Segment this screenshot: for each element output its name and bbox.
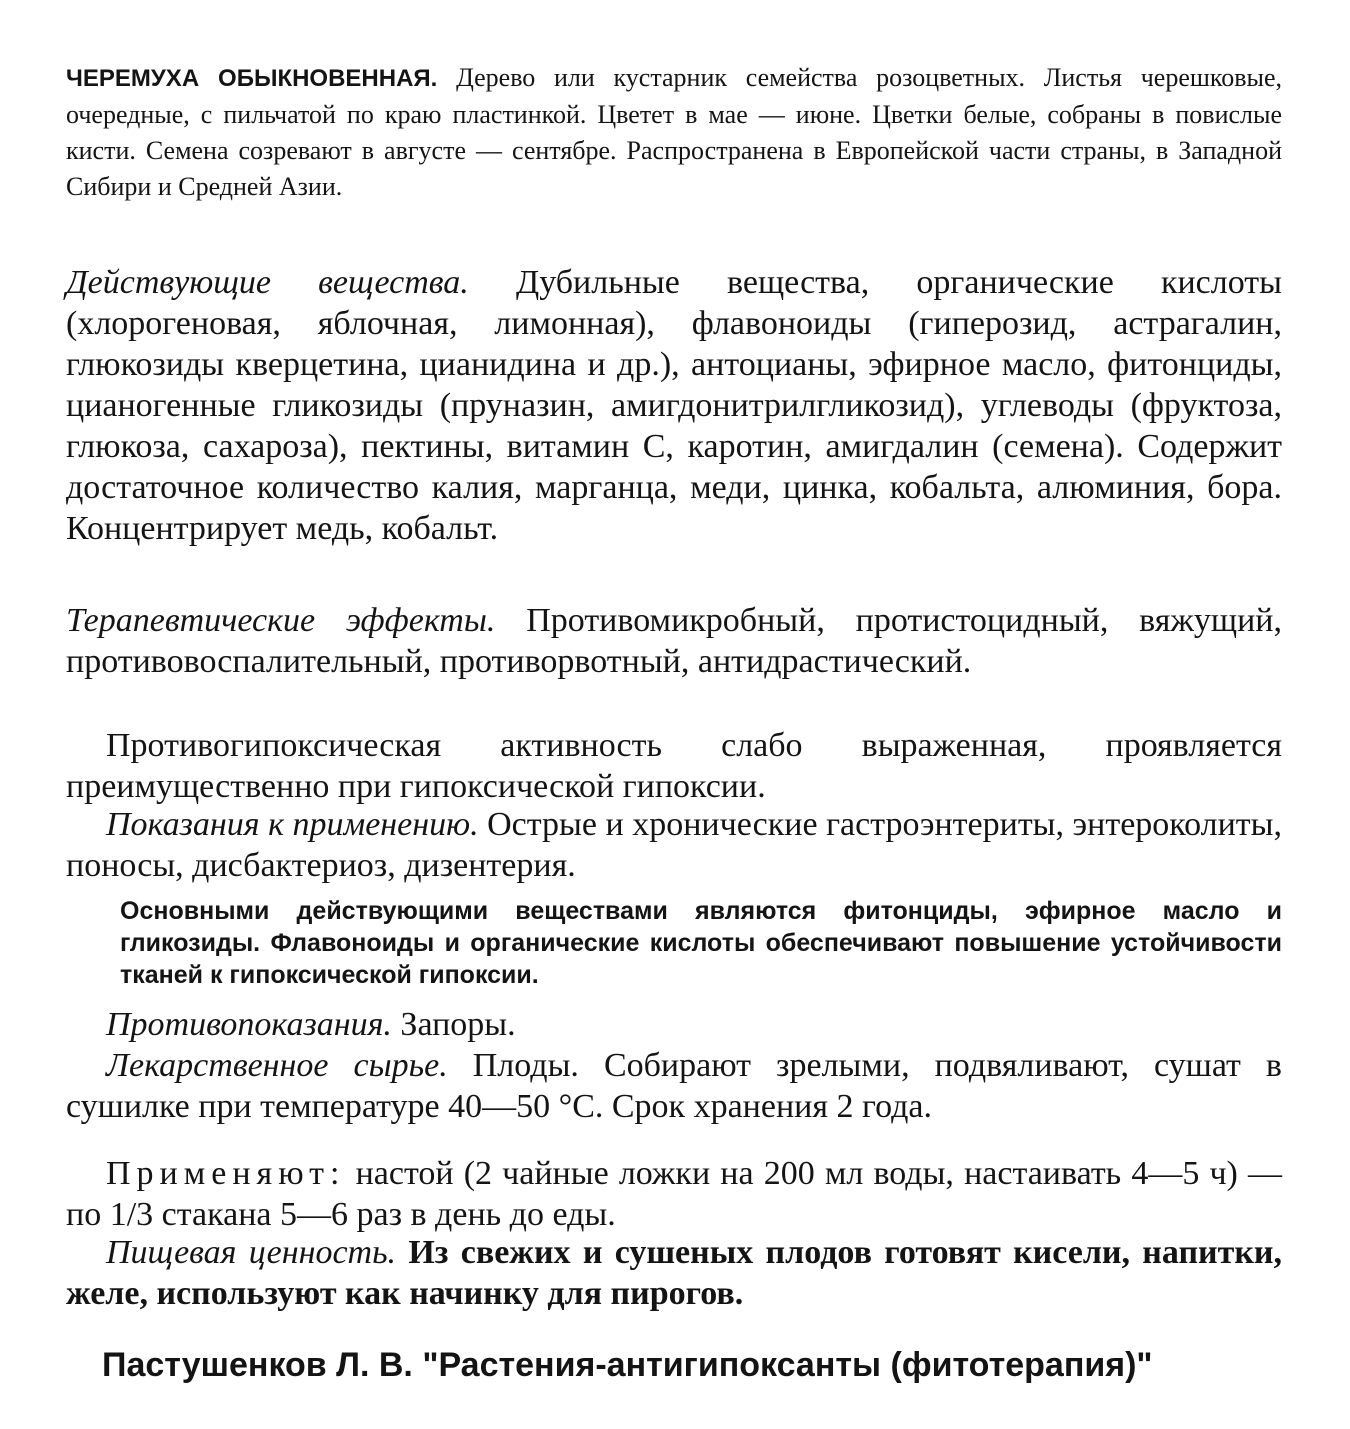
contraindications-label: Противопоказания. [106, 1006, 392, 1043]
active-substances-section [66, 262, 1282, 549]
contraindications-section [66, 1004, 1282, 1045]
active-substances-text: Дубильные вещества, органические кислоты (хлорогеновая, яблочная, лимонная), флавоноиды (гиперозид, астрагалин, глюкозиды кверцетина, цианидина и др.), антоцианы, эфирное масло, фитонциды, цианогенные гликозиды (прунaзин, амигдонитрилгликозид), углеводы (фруктоза, глюкоза, сахароза), пектины, витамин С, каротин, амигдалин (семена). Содержит достаточное количество калия, марганца, меди, цинка, кобальта, алюминия, бора. Концентрирует медь, кобальт. [66, 264, 1282, 547]
plant-heading: ЧЕРЕМУХА ОБЫКНОВЕННАЯ. [66, 65, 438, 92]
therapeutic-effects-text: Противомикробный, протистоцидный, вяжущий, противовоспалительный, противорвотный, антидрастический. [66, 602, 1282, 680]
raw-material-text: Плоды. Собирают зрелыми, подвяливают, сушат в сушилке при температуре 40—50 °С. Срок хранения 2 года. [66, 1047, 1282, 1125]
usage-label: Применяют: [106, 1155, 346, 1192]
usage-section [66, 1153, 1282, 1235]
raw-material-section [66, 1045, 1282, 1127]
source-citation [102, 1343, 1302, 1387]
plant-description [66, 60, 1282, 205]
plant-description-text: Дерево или кустарник семейства розоцветных. Листья черешковые, очередные, с пильчатой по краю пластинкой. Цветет в мае — июне. Цветки белые, собраны в повислые кисти. Семена созревают в августе — сентябре. Распространена в Европейской части страны, в Западной Сибири и Средней Азии. [66, 63, 1282, 201]
source-citation-text: Пастушенков Л. В. "Растения-антигипоксанты (фитотерапия)" [102, 1346, 1153, 1384]
antihypoxic-paragraph [66, 725, 1282, 807]
indications-label: Показания к применению. [106, 806, 479, 843]
contraindications-text: Запоры. [400, 1006, 516, 1043]
note-text: Основными действующими веществами являются фитонциды, эфирное масло и гликозиды. Флавоноиды и органические кислоты обеспечивают повышение устойчивости тканей к гипоксической гипоксии. [120, 897, 1282, 989]
food-value-text: Из свежих и сушеных плодов готовят кисели, напитки, желе, используют как начинку для пирогов. [66, 1234, 1283, 1312]
active-substances-label: Действующие вещества. [66, 264, 469, 301]
raw-material-label: Лекарственное сырье. [106, 1047, 448, 1084]
indications-text: Острые и хронические гастроэнтериты, энтероколиты, поносы, дисбактериоз, дизентерия. [66, 806, 1282, 884]
therapeutic-effects-section [66, 600, 1282, 682]
food-value-label: Пищевая ценность. [106, 1234, 397, 1271]
antihypoxic-text: Противогипоксическая активность слабо выраженная, проявляется преимущественно при гипоксической гипоксии. [66, 727, 1282, 805]
usage-text: настой (2 чайные ложки на 200 мл воды, настаивать 4—5 ч) — по 1/3 стакана 5—6 раз в день до еды. [66, 1155, 1283, 1233]
note-paragraph [120, 895, 1282, 991]
therapeutic-effects-label: Терапевтические эффекты. [66, 602, 496, 639]
food-value-section [66, 1232, 1282, 1314]
indications-section [66, 804, 1282, 886]
